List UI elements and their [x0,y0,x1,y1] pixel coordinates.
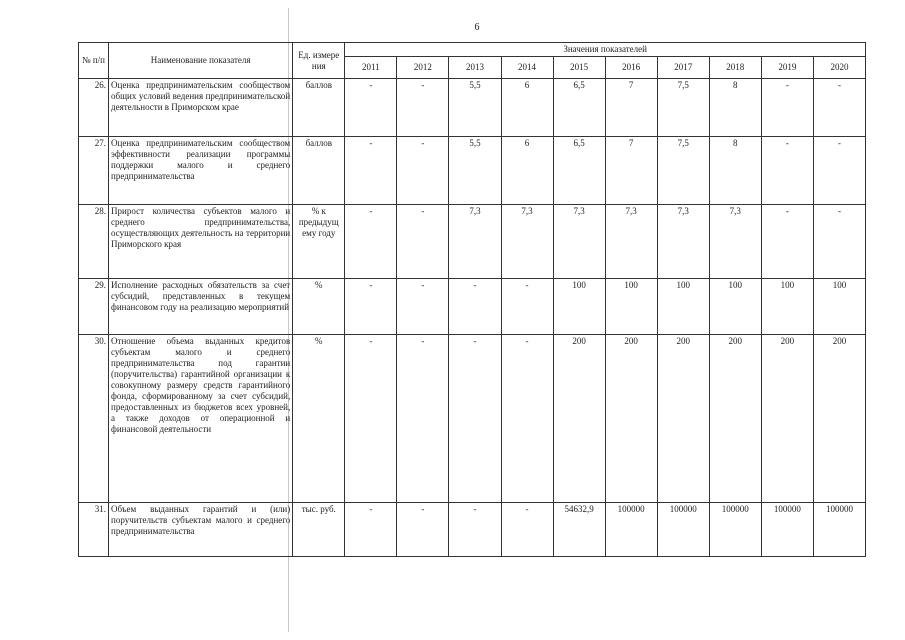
indicator-value: - [345,279,397,335]
indicator-value: - [345,137,397,205]
indicator-value: 200 [761,335,813,503]
page-number: 6 [474,22,480,33]
indicator-value: - [397,279,449,335]
indicator-value: 7,3 [553,205,605,279]
indicator-value: 8 [709,137,761,205]
indicator-name: Исполнение расходных обязательств за счет субсидий, представленных в текущем финансовом году на реализацию мероприятий [109,279,293,335]
row-number: 27. [79,137,109,205]
indicator-name: Оценка предпринимательским сообществом эффективности реализации программы поддержки малого и среднего предпринимательства [109,137,293,205]
indicator-value: - [397,137,449,205]
indicator-value: 200 [813,335,865,503]
indicator-value: - [345,205,397,279]
indicator-value: 200 [605,335,657,503]
indicator-value: 100000 [761,503,813,557]
indicator-value: 100000 [709,503,761,557]
indicator-name: Объем выданных гарантий и (или) поручительств субъектам малого и среднего предпринимательства [109,503,293,557]
table-row [79,79,866,137]
header-values-group: Значения показателей [345,43,866,57]
indicator-value: 200 [709,335,761,503]
indicator-value: 5,5 [449,79,501,137]
header-unit: Ед. измере ния [293,43,345,79]
indicator-value: - [501,279,553,335]
indicator-unit: % к предыдущ ему году [293,205,345,279]
indicator-value: - [397,205,449,279]
header-year: 2017 [657,57,709,79]
header-year: 2016 [605,57,657,79]
indicator-value: 7,5 [657,137,709,205]
indicator-value: 7 [605,79,657,137]
indicator-value: 100 [553,279,605,335]
indicator-value: - [813,137,865,205]
row-number: 29. [79,279,109,335]
indicator-value: 6 [501,137,553,205]
header-num: № п/п [79,43,109,79]
indicator-value: - [449,503,501,557]
indicator-value: 100000 [605,503,657,557]
indicator-value: 200 [553,335,605,503]
indicator-value: - [761,137,813,205]
table-row [79,137,866,205]
row-number: 28. [79,205,109,279]
indicator-value: 7,3 [657,205,709,279]
row-number: 26. [79,79,109,137]
indicator-value: 7,5 [657,79,709,137]
header-year: 2014 [501,57,553,79]
indicator-value: 100 [761,279,813,335]
table-row [79,503,866,557]
indicator-value: 100000 [657,503,709,557]
indicator-value: 6,5 [553,137,605,205]
indicator-value: - [397,503,449,557]
indicator-unit: тыс. руб. [293,503,345,557]
indicator-unit: баллов [293,79,345,137]
table-row [79,279,866,335]
header-year: 2018 [709,57,761,79]
indicator-value: 100000 [813,503,865,557]
indicator-value: 7,3 [449,205,501,279]
row-number: 31. [79,503,109,557]
header-year: 2015 [553,57,605,79]
header-year: 2012 [397,57,449,79]
indicator-value: - [761,79,813,137]
indicator-value: - [345,335,397,503]
indicator-value: 8 [709,79,761,137]
indicator-name: Оценка предпринимательским сообществом общих условий ведения предпринимательской деятельности в Приморском крае [109,79,293,137]
indicator-value: - [813,79,865,137]
indicator-value: 100 [657,279,709,335]
indicator-value: 6,5 [553,79,605,137]
indicator-value: - [501,335,553,503]
indicator-unit: % [293,279,345,335]
header-name: Наименование показателя [109,43,293,79]
indicator-value: 7,3 [501,205,553,279]
table-row [79,205,866,279]
indicator-value: - [397,79,449,137]
indicator-value: 54632,9 [553,503,605,557]
header-year: 2011 [345,57,397,79]
indicator-value: 5,5 [449,137,501,205]
indicator-value: - [813,205,865,279]
indicator-value: 200 [657,335,709,503]
indicator-name: Прирост количества субъектов малого и среднего предпринимательства, осуществляющих деятельность на территории Приморского края [109,205,293,279]
indicator-value: - [449,335,501,503]
indicator-value: 7 [605,137,657,205]
indicator-unit: % [293,335,345,503]
indicator-value: 6 [501,79,553,137]
indicators-table [78,42,866,557]
header-year: 2020 [813,57,865,79]
indicator-value: - [397,335,449,503]
indicator-value: - [449,279,501,335]
header-year: 2019 [761,57,813,79]
indicator-value: - [761,205,813,279]
table-body [79,79,866,557]
row-number: 30. [79,335,109,503]
indicator-value: 100 [709,279,761,335]
indicator-value: 7,3 [709,205,761,279]
indicator-value: - [345,79,397,137]
indicator-value: - [501,503,553,557]
indicator-value: - [345,503,397,557]
indicator-value: 7,3 [605,205,657,279]
table-row [79,335,866,503]
indicator-value: 100 [813,279,865,335]
header-year: 2013 [449,57,501,79]
indicator-value: 100 [605,279,657,335]
indicator-unit: баллов [293,137,345,205]
indicator-name: Отношение объема выданных кредитов субъектам малого и среднего предпринимательства под гарантии (поручительства) гарантийной организации к совокупному размеру средств гарантийного фонда, сформированному за счет субсидий, предоставленных из бюджетов всех уровней, а также доходов от операционной и финансовой деятельности [109,335,293,503]
